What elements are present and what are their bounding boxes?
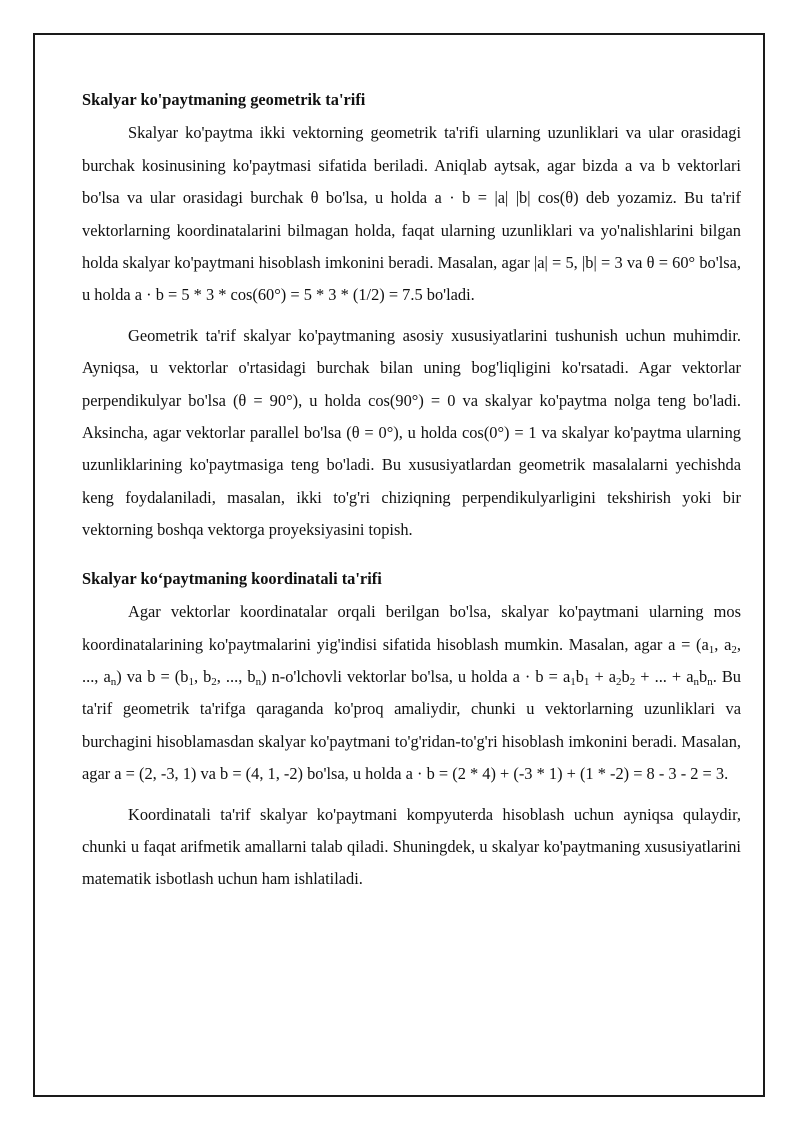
paragraph-geometric-definition: Skalyar ko'paytma ikki vektorning geometrik ta'rifi ularning uzunliklari va ular orasidagi burchak kosinusining ko'paytmasi sifatida beriladi. Aniqlab aytsak, agar bizda a va b vektorlari bo'lsa va ular orasidagi burchak θ bo'lsa, u holda a · b = |a| |b| cos(θ) deb yozamiz. Bu ta'rif vektorlarning koordinatalarini bilmagan holda, faqat ularning uzunliklari va yo'nalishlarini bilgan holda skalyar ko'paytmani hisoblash imkonini beradi. Masalan, agar |a| = 5, |b| = 3 va θ = 60° bo'lsa, u holda a · b = 5 * 3 * cos(60°) = 5 * 3 * (1/2) = 7.5 bo'ladi.: [82, 123, 741, 305]
subscript: 1: [708, 643, 715, 656]
subscript: n: [255, 675, 262, 688]
text-run: + ... + a: [635, 666, 694, 686]
text-run: + a: [589, 666, 617, 686]
text-run: b: [621, 666, 630, 686]
subscript: n: [693, 675, 700, 688]
text-run: , ..., b: [216, 666, 256, 686]
text-run: ) n-o'lchovli vektorlar bo'lsa, u holda a · b = a: [261, 666, 571, 686]
text-run: , a: [714, 634, 732, 654]
text-run: ) va b = (b: [116, 666, 189, 686]
text-run: . Bu ta'rif geometrik ta'rifga qaraganda ko'proq amaliydir, chunki u vektorlarning uzunliklari va burchagini hisoblamasdan skalyar ko'paytmani to'g'ridan-to'g'ri hisoblash imkonini beradi. Masalan, agar a = (2, -3, 1) va b = (4, 1, -2) bo'lsa, u holda a · b = (2 * 4) + (-3 * 1) + (1 * -2) = 8 - 3 - 2 = 3.: [82, 666, 741, 784]
subscript: n: [707, 675, 713, 688]
subscript: 2: [616, 675, 622, 688]
section-heading-geometric: Skalyar ko'paytmaning geometrik ta'rifi: [82, 90, 366, 109]
text-run: b: [575, 666, 584, 686]
text-run: Agar vektorlar koordinatalar orqali berilgan bo'lsa, skalyar ko'paytmani ularning mos koordinatalarining ko'paytmalarini yig'indisi sifatida hisoblash mumkin. Masalan, agar a = (a: [82, 602, 741, 654]
text-run: b: [699, 666, 708, 686]
subscript: 1: [570, 675, 576, 688]
subscript: 2: [731, 643, 737, 656]
subscript: 2: [629, 675, 636, 688]
text-run: , b: [193, 666, 212, 686]
paragraph-geometric-properties: Geometrik ta'rif skalyar ko'paytmaning asosiy xususiyatlarini tushunish uchun muhimdir. Ayniqsa, u vektorlar o'rtasidagi burchak bilan uning bog'liqligini ko'rsatadi. Agar vektorlar perpendikulyar bo'lsa (θ = 90°), u holda cos(90°) = 0 va skalyar ko'paytma nolga teng bo'ladi. Aksincha, agar vektorlar parallel bo'lsa (θ = 0°), u holda cos(0°) = 1 va skalyar ko'paytma ularning uzunliklarining ko'paytmasiga teng bo'ladi. Bu xususiyatlardan geometrik masalalarni yechishda keng foydalaniladi, masalan, ikki to'g'ri chiziqning perpendikulyarligini tekshirish yoki bir vektorning boshqa vektorga proyeksiyasini topish.: [82, 325, 741, 540]
paragraph-coordinate-definition: [82, 596, 741, 790]
subscript: 1: [583, 675, 590, 688]
paragraph-coordinate-usage: Koordinatali ta'rif skalyar ko'paytmani kompyuterda hisoblash uchun ayniqsa qulaydir, chunki u faqat arifmetik amallarni talab qiladi. Shuningdek, u skalyar ko'paytmaning xususiyatlarini matematik isbotlash uchun ham ishlatiladi.: [82, 804, 741, 889]
subscript: n: [110, 675, 117, 688]
text-run: , ..., a: [82, 634, 741, 686]
document-body: [82, 84, 741, 896]
subscript: 1: [188, 675, 194, 688]
section-heading-coordinate: Skalyar koʻpaytmaning koordinatali ta'rifi: [82, 568, 382, 588]
subscript: 2: [211, 675, 217, 688]
